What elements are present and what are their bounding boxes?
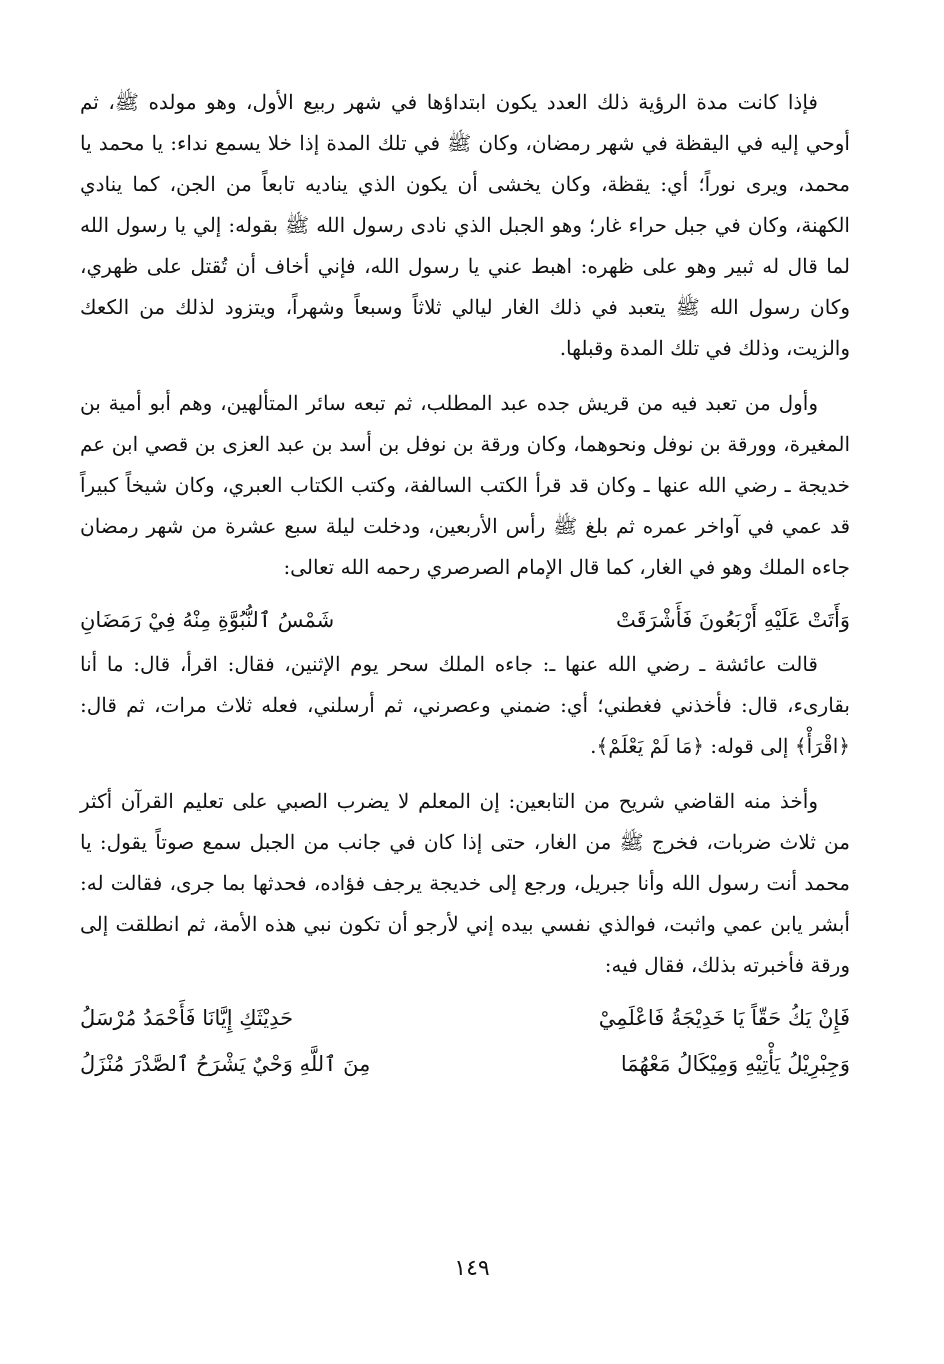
verse-2-first-hemistich: فَإِنْ يَكُ حَقّاً يَا خَدِيْجَةُ فَاعْلَمِيْ [598, 1006, 850, 1030]
verse-1-second-hemistich: شَمْسُ ٱلنُّبُوَّةِ مِنْهُ فِيْ رَمَضَانِ [80, 608, 335, 632]
verse-3-second-hemistich: مِنَ ٱللَّهِ وَحْيٌ يَشْرَحُ ٱلصَّدْرَ مُنْزَلُ [80, 1052, 371, 1076]
verse-line-3 [80, 1042, 850, 1086]
page-number: ١٤٩ [454, 1256, 490, 1281]
verse-2-second-hemistich: حَدِيْثَكِ إِيَّانَا فَأَحْمَدُ مُرْسَلُ [80, 1006, 294, 1030]
verse-line-2 [80, 996, 850, 1040]
verse-3-first-hemistich: وَجِبْرِيْلُ يَأْتِيْهِ وَمِيْكَالُ مَعْهُمَا [620, 1052, 850, 1076]
verse-line-1 [80, 598, 850, 642]
paragraph-4: وأخذ منه القاضي شريح من التابعين: إن المعلم لا يضرب الصبي على تعليم القرآن أكثر من ثلاث ضربات، فخرج ﷺ من الغار، حتى إذا كان في جانب من الجبل سمع صوتاً يقول: يا محمد أنت رسول الله وأنا جبريل، ورجع إلى خديجة يرجف فؤاده، فحدثها بما جرى، فقالت له: أبشر يابن عمي واثبت، فوالذي نفسي بيده إني لأرجو أن تكون نبي هذه الأمة، ثم انطلقت إلى ورقة فأخبرته بذلك، فقال فيه: [80, 789, 850, 977]
paragraph-3: قالت عائشة ـ رضي الله عنها ـ: جاءه الملك سحر يوم الإثنين، فقال: اقرأ، قال: ما أنا بقارىء، قال: فأخذني فغطني؛ أي: ضمني وعصرني، ثم أرسلني، فعله ثلاث مرات، ثم قال: ﴿اقْرَأْ﴾ إلى قوله: ﴿مَا لَمْ يَعْلَمْ﴾. [80, 652, 850, 758]
page-body [80, 82, 850, 1088]
verse-1-first-hemistich: وَأَتَتْ عَلَيْهِ أَرْبَعُونَ فَأَشْرَقَتْ [615, 608, 850, 632]
paragraph-1: فإذا كانت مدة الرؤية ذلك العدد يكون ابتداؤها في شهر ربيع الأول، وهو مولده ﷺ، ثم أوحي إليه في اليقظة في شهر رمضان، وكان ﷺ في تلك المدة إذا خلا يسمع نداء: يا محمد يا محمد، ويرى نوراً؛ أي: يقظة، وكان يخشى أن يكون الذي يناديه تابعاً من الجن، كما ينادي الكهنة، وكان في جبل حراء غار؛ وهو الجبل الذي نادى رسول الله ﷺ بقوله: إلي يا رسول الله لما قال له ثبير وهو على ظهره: اهبط عني يا رسول الله، فإني أخاف أن تُقتل على ظهري، وكان رسول الله ﷺ يتعبد في ذلك الغار ليالي ثلاثاً وسبعاً وشهراً، ويتزود لذلك من الكعك والزيت، وذلك في تلك المدة وقبلها. [80, 90, 850, 360]
paragraph-2: وأول من تعبد فيه من قريش جده عبد المطلب، ثم تبعه سائر المتألهين، وهم أبو أمية بن المغيرة، وورقة بن نوفل ونحوهما، وكان ورقة بن نوفل بن أسد بن عبد العزى بن قصي ابن عم خديجة ـ رضي الله عنها ـ وكان قد قرأ الكتب السالفة، وكتب الكتاب العبري، وكان شيخاً كبيراً قد عمي في آواخر عمره ثم بلغ ﷺ رأس الأربعين، ودخلت ليلة سبع عشرة من شهر رمضان جاءه الملك وهو في الغار، كما قال الإمام الصرصري رحمه الله تعالى: [80, 391, 850, 579]
